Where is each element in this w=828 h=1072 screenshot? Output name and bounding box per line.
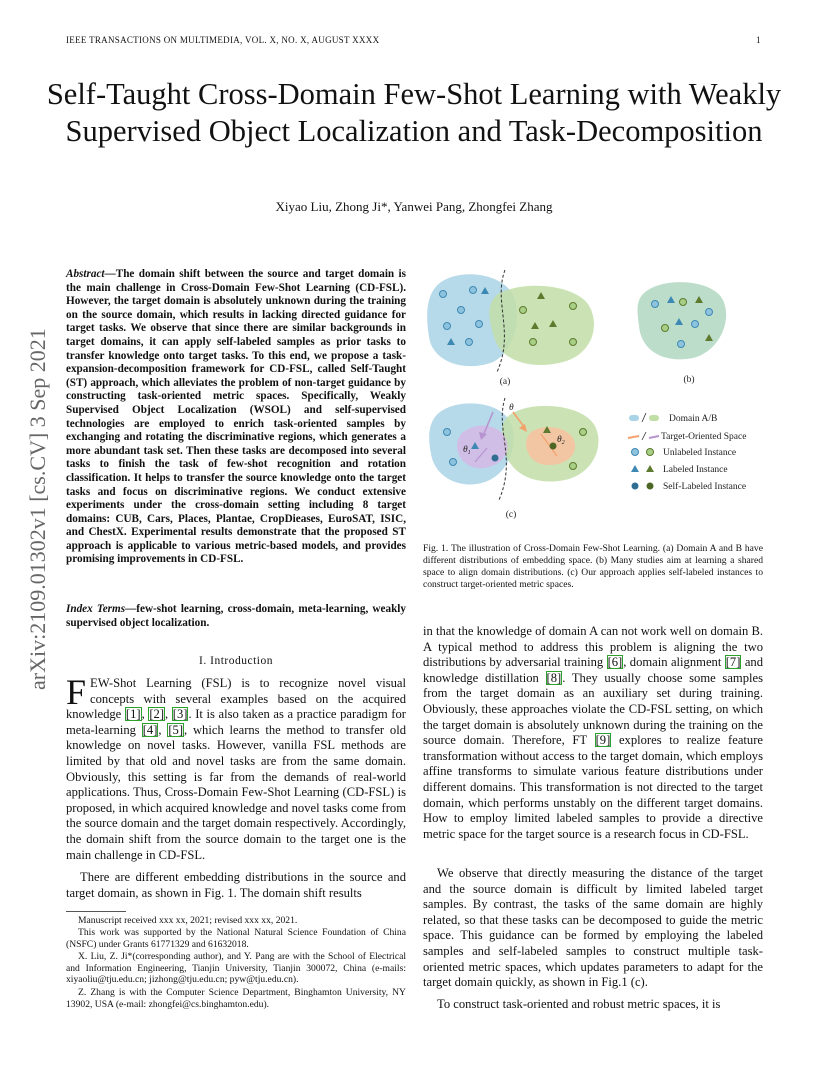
body-text: in that the knowledge of domain A can not work well on domain B. A typical method to address this problem is aligning the two distributions by adversarial training [423, 624, 763, 670]
theta-label: θ [509, 403, 514, 413]
abstract-label: Abstract [66, 268, 105, 280]
drop-cap: F [66, 672, 87, 712]
legend-labeled: Labeled Instance [663, 465, 728, 475]
paper-title: Self-Taught Cross-Domain Few-Shot Learning with Weakly Supervised Object Localization and Task-Decomposition [46, 77, 782, 148]
citation-link[interactable]: [8] [546, 670, 562, 685]
body-text: explores to realize feature transformation without access to the target domain, which employs affine transforms to simulate various feature distributions under different domains. This transformation is not directed to the target domain, which performs unstably on the different target domains. How to employ limited labeled samples to provide a directive metric space for the target source is a research focus in CD-FSL. [423, 733, 763, 841]
citation-link[interactable]: [1] [125, 707, 141, 722]
figure-1 [423, 262, 769, 538]
arxiv-stamp: arXiv:2109.01302v1 [cs.CV] 3 Sep 2021 [25, 328, 50, 690]
index-terms-text: —few-shot learning, cross-domain, meta-learning, weakly supervised object localization. [66, 603, 406, 629]
body-text: . They usually choose some samples from the target domain as an auxiliary set during training. Obviously, these approaches violate the CD-FSL setting, on which the target domain is absolutely unknown during the training on the source domain. Therefore, FT [423, 670, 763, 748]
figure-legend [628, 413, 746, 492]
legend-unlabeled: Unlabeled Instance [663, 448, 737, 458]
intro-text: , which learns the method to transfer old knowledge on novel tasks. However, vanilla FSL methods are limited by that old and novel tasks are from the same domain. Obviously, this setting is far from the demands of real-world applications. Thus, Cross-Domain Few-Shot Learning (CD-FSL) is proposed, in which acquired knowledge and novel tasks come from the source domain and the target domain respectively. Accordingly, the domain shift from the source domain to the target one is the main challenge in CD-FSL. [66, 722, 406, 862]
footnote: This work was supported by the National Natural Science Foundation of China (NSFC) under Grants 61771329 and 61632018. [66, 927, 406, 950]
citation-link[interactable]: [9] [595, 733, 611, 748]
page-number: 1 [756, 35, 761, 45]
panel-a [427, 270, 594, 372]
citation-link[interactable]: [5] [168, 722, 184, 737]
index-terms [66, 603, 406, 630]
theta-1-label: $\theta_1$ [463, 445, 471, 456]
running-header: IEEE TRANSACTIONS ON MULTIMEDIA, VOL. X, NO. X, AUGUST XXXX [66, 35, 380, 45]
citation-link[interactable]: [6] [607, 655, 623, 670]
index-terms-label: Index Terms [66, 603, 126, 615]
citation-link[interactable]: [7] [725, 655, 741, 670]
right-paragraph-2: We observe that directly measuring the distance of the target and the source domain is difficult by limited labeled target samples. By contrast, the tasks of the same domain are highly related, so that these tasks can be decomposed to guide the metric space. This guidance can be formed by employing the labeled samples and self-labeled samples to construct multiple task-oriented metric spaces, which updates parameters to adapt for the target domain quickly, as shown in Fig.1 (c). [423, 866, 763, 990]
abstract-text: —The domain shift between the source and target domain is the main challenge in Cross-Domain Few-Shot Learning (CD-FSL). However, the target domain is absolutely unknown during the training on the source domain, which results in lacking directed guidance for target tasks. We observe that since there are similar backgrounds in target domains, it can apply self-labeled samples as prior tasks to transfer knowledge onto target tasks. To this end, we propose a task-expansion-decomposition framework for CD-FSL, called Self-Taught (ST) approach, which alleviates the problem of non-target guidance by constructing task-oriented metric spaces. Specifically, Weakly Supervised Object Localization (WSOL) and self-supervised technologies are employed to enrich task-oriented samples by exchanging and rotating the discriminative regions, which generates a more abundant task set. Then these tasks are decomposed into several tasks to finish the task of few-shot recognition and rotation classification. It helps to transfer the source knowledge onto the target tasks and focus on discriminative regions. We conduct extensive experiments under the cross-domain setting including 8 target domains: CUB, Cars, Places, Plantae, CropDieases, EuroSAT, ISIC, and ChestX. Experimental results demonstrate that the proposed ST approach is applicable to various metric-based models, and provides promising improvements in CD-FSL. [66, 268, 406, 566]
legend-domain: Domain A/B [669, 414, 718, 424]
subfigure-label-c: (c) [505, 510, 517, 520]
intro-text: EW-Shot Learning (FSL) is to recognize novel visual concepts with several examples based on the acquired knowledge [66, 676, 406, 722]
author-list: Xiyao Liu, Zhong Ji*, Yanwei Pang, Zhongfei Zhang [275, 199, 553, 214]
footnote: X. Liu, Z. Ji*(corresponding author), and Y. Pang are with the School of Electrical and Information Engineering, Tianjin University, Tianjin 300072, China (e-mails: xiyaoliu@tju.edu.cn; jizhong@tju.edu.cn; pyw@tju.edu.cn). [66, 951, 406, 986]
subfigure-label-b: (b) [683, 375, 695, 385]
subfigure-label-a: (a) [499, 377, 511, 387]
section-heading: I. Introduction [199, 655, 273, 667]
right-paragraph-1 [423, 624, 763, 842]
figure-caption: Fig. 1. The illustration of Cross-Domain Few-Shot Learning. (a) Domain A and B have different distributions of embedding space. (b) Many studies aim at learning a shared space to align domain distributions. (c) Our approach applies self-labeled instances to construct target-oriented metric spaces. [423, 543, 763, 590]
intro-paragraph-1: FEW-Shot Learning (FSL) is to recognize novel visual concepts with several examples based on the acquired knowledge [1], [2], [3]. It is also taken as a practice paradigm for meta-learning [4], [5], which learns the method to transfer old knowledge on novel tasks. However, vanilla FSL methods are limited by that old and novel tasks are from the same domain. Obviously, this setting is far from the demands of real-world applications. Thus, Cross-Domain Few-Shot Learning (CD-FSL) is proposed, in which acquired knowledge and novel tasks come from the source domain and the target domain respectively. Accordingly, the domain shift from the source domain to the target one is the main challenge in CD-FSL. [66, 672, 406, 862]
legend-target: Target-Oriented Space [661, 432, 747, 442]
intro-paragraph-2: There are different embedding distributions in the source and target domain, as shown in Fig. 1. The domain shift results [66, 870, 406, 900]
panel-b [638, 282, 727, 359]
intro-text: . It is also taken as a practice paradigm for meta-learning [66, 707, 406, 737]
theta-2-label: $\theta_2$ [557, 435, 565, 446]
footnote: Z. Zhang is with the Computer Science Department, Binghamton University, NY 13902, USA (e-mail: zhongfei@cs.binghamton.edu). [66, 987, 406, 1010]
body-text: , domain alignment [623, 655, 725, 670]
legend-self-labeled: Self-Labeled Instance [663, 482, 747, 492]
citation-link[interactable]: [3] [172, 707, 188, 722]
body-text: and knowledge distillation [423, 655, 763, 685]
right-paragraph-3: To construct task-oriented and robust metric spaces, it is [437, 997, 721, 1011]
citation-link[interactable]: [4] [142, 722, 158, 737]
footnote: Manuscript received xxx xx, 2021; revised xxx xx, 2021. [78, 915, 298, 926]
panel-c [429, 398, 598, 500]
citation-link[interactable]: [2] [149, 707, 165, 722]
footnote-rule [66, 911, 126, 912]
abstract [66, 268, 406, 567]
